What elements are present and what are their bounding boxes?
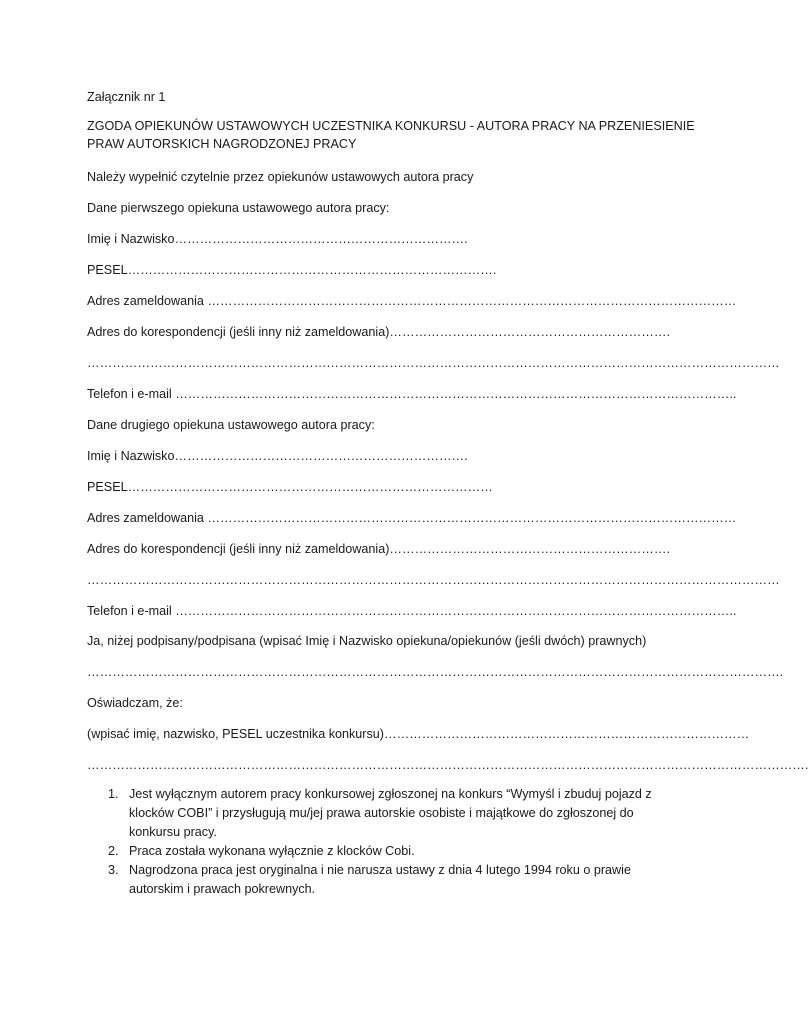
declarant-line: Ja, niżej podpisany/podpisana (wpisać Imię i Nazwisko opiekuna/opiekunów (jeśli dwóch) prawnych) (87, 634, 647, 648)
statements-list (108, 785, 653, 899)
title-line-2: PRAW AUTORSKICH NAGRODZONEJ PRACY (87, 137, 357, 151)
guardian2-heading: Dane drugiego opiekuna ustawowego autora pracy: (87, 418, 375, 432)
statement-text-line: klocków COBI” i przysługują mu/jej prawa autorskie osobiste i majątkowe do zgłoszonej do (129, 806, 634, 820)
guardian1-heading: Dane pierwszego opiekuna ustawowego autora pracy: (87, 201, 390, 215)
declare-label: Oświadczam, że: (87, 696, 183, 710)
statement-text-line: Praca została wykonana wyłącznie z klocków Cobi. (129, 844, 415, 858)
statement-number: 1. (108, 787, 119, 801)
guardian1-phone-field: Telefon i e-mail …………………………………………………………………………………………………………………….. (87, 387, 737, 401)
guardian1-correspondence-field: Adres do korespondencji (jeśli inny niż zameldowania)…………………………………………………………. (87, 325, 670, 339)
participant-line: (wpisać imię, nazwisko, PESEL uczestnika konkursu)…………………………………………………………………………… (87, 727, 750, 741)
statement-text-line: konkursu pracy. (129, 825, 217, 839)
statement-text-line: autorskim i prawach pokrewnych. (129, 882, 316, 896)
guardian2-continuation-line: ………………………………………………………………………………………………………………………………………………… (87, 573, 780, 587)
document-title (87, 117, 695, 153)
statement-item (108, 785, 653, 842)
guardian1-pesel-field: PESEL……………………………………………………………………………. (87, 263, 497, 277)
guardian1-address-field: Adres zameldowania ……………………………………………………………………………………………………………… (87, 294, 737, 308)
guardian2-correspondence-field: Adres do korespondencji (jeśli inny niż zameldowania)…………………………………………………………. (87, 542, 670, 556)
title-line-1: ZGODA OPIEKUNÓW USTAWOWYCH UCZESTNIKA KONKURSU - AUTORA PRACY NA PRZENIESIENIE (87, 119, 695, 133)
guardian2-name-field: Imię i Nazwisko……………………………………………………………. (87, 449, 468, 463)
attachment-label: Załącznik nr 1 (87, 90, 166, 104)
guardian1-continuation-line: ………………………………………………………………………………………………………………………………………………… (87, 356, 780, 370)
guardian2-address-field: Adres zameldowania ……………………………………………………………………………………………………………… (87, 511, 737, 525)
guardian1-name-field: Imię i Nazwisko……………………………………………………………. (87, 232, 468, 246)
statement-text-line: Nagrodzona praca jest oryginalna i nie narusza ustawy z dnia 4 lutego 1994 roku o prawie (129, 863, 631, 877)
statement-text-line: Jest wyłącznym autorem pracy konkursowej zgłoszonej na konkurs “Wymyśl i zbuduj pojazd z (129, 787, 652, 801)
statement-item (108, 842, 653, 861)
statement-item (108, 861, 653, 899)
participant-blank-line: ………………………………………………………………………………………………………………………………………………………. (87, 758, 808, 772)
declarant-blank-line: …………………………………………………………………………………………………………………………………………………. (87, 665, 784, 679)
guardian2-phone-field: Telefon i e-mail …………………………………………………………………………………………………………………….. (87, 604, 737, 618)
statement-number: 2. (108, 844, 119, 858)
statement-number: 3. (108, 863, 119, 877)
guardian2-pesel-field: PESEL…………………………………………………………………………… (87, 480, 493, 494)
instruction-text: Należy wypełnić czytelnie przez opiekunów ustawowych autora pracy (87, 170, 474, 184)
